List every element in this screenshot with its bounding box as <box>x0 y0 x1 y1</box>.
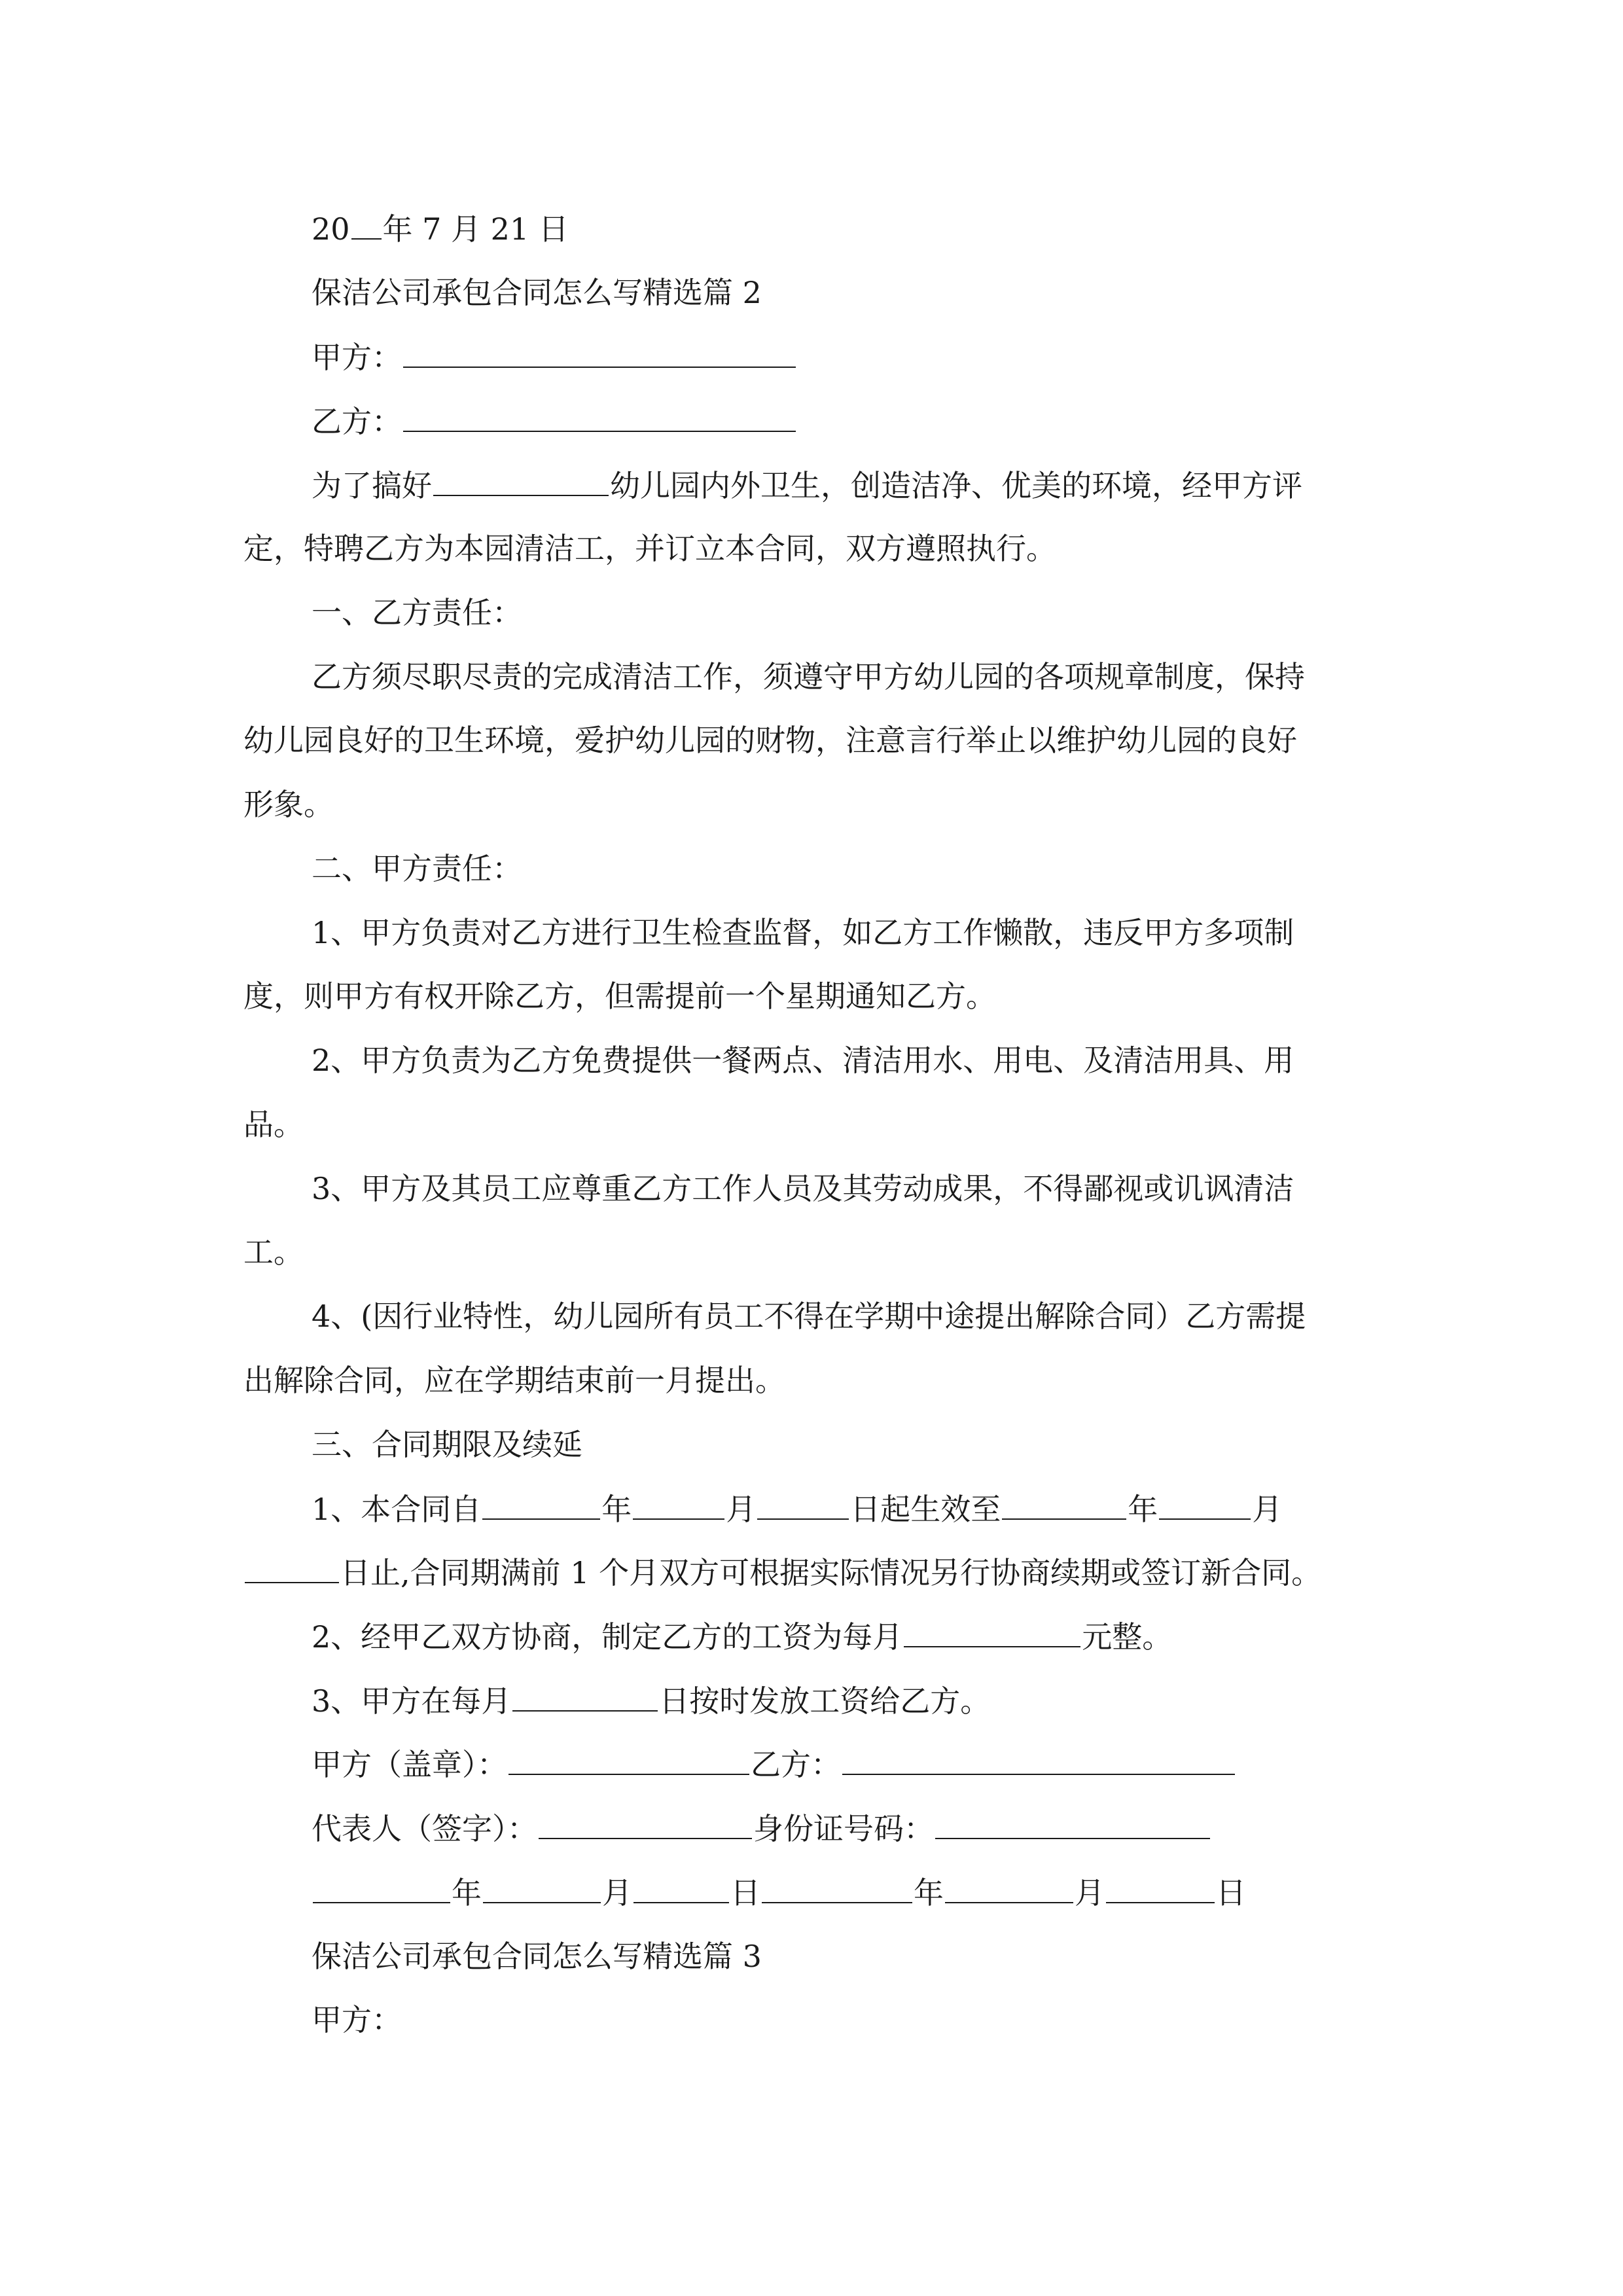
sign-year-label-a: 年 <box>452 1875 482 1910</box>
party-a-seal-blank <box>508 1741 749 1775</box>
salary-line <box>312 1613 1172 1659</box>
end-year-blank <box>1002 1486 1126 1520</box>
term-year-label: 年 <box>601 1492 632 1527</box>
term-prefix: 1、本合同自 <box>312 1492 482 1527</box>
section3-title: 保洁公司承包合同怎么写精选篇 3 <box>312 1939 762 1974</box>
end-month-blank <box>1159 1486 1251 1520</box>
intro-part1: 为了搞好 <box>312 468 432 503</box>
heading-term: 三、合同期限及续延 <box>312 1427 582 1462</box>
kindergarten-blank <box>433 462 609 496</box>
sign-party-b-blank <box>842 1741 1235 1775</box>
intro-part2: 幼儿园内外卫生，创造洁净、优美的环境，经甲方评 <box>610 468 1302 503</box>
sign-month-label-a: 月 <box>602 1875 632 1910</box>
duties-b-line3: 形象。 <box>243 787 334 822</box>
party-a-seal-label: 甲方（盖章）： <box>312 1747 507 1782</box>
term-year2-label: 年 <box>1128 1492 1158 1527</box>
item2-line2: 品。 <box>243 1107 304 1142</box>
date-year-prefix: 20 <box>312 211 350 247</box>
sign-line1 <box>312 1741 1236 1787</box>
salary-prefix: 2、经甲乙双方协商，制定乙方的工资为每月 <box>312 1619 903 1655</box>
payday-prefix: 3、甲方在每月 <box>312 1683 512 1719</box>
item3-line1: 3、甲方及其员工应尊重乙方工作人员及其劳动成果，不得鄙视或讥讽清洁 <box>312 1171 1294 1206</box>
id-number-label: 身份证号码： <box>753 1811 934 1846</box>
heading-party-a-duties: 二、甲方责任： <box>312 851 522 886</box>
sign-year-blank-a <box>313 1869 450 1903</box>
salary-suffix: 元整。 <box>1082 1619 1173 1655</box>
term-day-label: 日起生效至 <box>850 1492 1001 1527</box>
term-month2-label: 月 <box>1252 1492 1283 1527</box>
item1-line1: 1、甲方负责对乙方进行卫生检查监督，如乙方工作懒散，违反甲方多项制 <box>312 915 1294 950</box>
party-a-line <box>312 334 797 380</box>
representative-label: 代表人（签字）： <box>312 1811 537 1846</box>
item1-line2: 度，则甲方有权开除乙方，但需提前一个星期通知乙方。 <box>243 978 996 1014</box>
year-blank <box>351 206 382 240</box>
payday-suffix: 日按时发放工资给乙方。 <box>659 1683 991 1719</box>
sign-day-label-b: 日 <box>1216 1875 1246 1910</box>
item3-line2: 工。 <box>243 1234 304 1270</box>
id-number-blank <box>935 1805 1210 1839</box>
salary-blank <box>904 1613 1080 1647</box>
payday-line <box>312 1677 990 1723</box>
sign-day-blank-a <box>633 1869 729 1903</box>
duties-b-line1: 乙方须尽职尽责的完成清洁工作，须遵守甲方幼儿园的各项规章制度，保持 <box>312 659 1305 694</box>
party-b-line <box>312 398 797 444</box>
start-month-blank <box>633 1486 724 1520</box>
sign-day-label-a: 日 <box>730 1875 760 1910</box>
duties-b-line2: 幼儿园良好的卫生环境，爱护幼儿园的财物，注意言行举止以维护幼儿园的良好 <box>243 723 1297 758</box>
sign-party-b-label: 乙方： <box>751 1747 841 1782</box>
start-day-blank <box>757 1486 849 1520</box>
sign-date-line <box>312 1869 1246 1915</box>
party-b-label: 乙方： <box>312 404 402 439</box>
term-line1 <box>312 1486 1282 1532</box>
heading-party-b-duties: 一、乙方责任： <box>312 595 522 630</box>
item2-line1: 2、甲方负责为乙方免费提供一餐两点、清洁用水、用电、及清洁用具、用 <box>312 1043 1294 1078</box>
sign-month-label-b: 月 <box>1075 1875 1105 1910</box>
item4-line1: 4、(因行业特性，幼儿园所有员工不得在学期中途提出解除合同）乙方需提 <box>312 1299 1306 1334</box>
party-a-blank <box>403 334 796 368</box>
sign-year-label-b: 年 <box>914 1875 944 1910</box>
sign-month-blank-a <box>483 1869 601 1903</box>
section2-title: 保洁公司承包合同怎么写精选篇 2 <box>312 275 762 310</box>
party-a-label: 甲方： <box>312 340 402 375</box>
sign-line2 <box>312 1805 1211 1851</box>
end-day-blank <box>245 1549 339 1583</box>
intro-line2: 定，特聘乙方为本园清洁工，并订立本合同，双方遵照执行。 <box>243 531 1056 566</box>
start-year-blank <box>482 1486 600 1520</box>
sign-year-blank-b <box>762 1869 912 1903</box>
section3-party-a: 甲方： <box>312 2002 402 2037</box>
intro-line1 <box>312 462 1302 508</box>
item4-line2: 出解除合同，应在学期结束前一月提出。 <box>243 1363 785 1398</box>
sign-month-blank-b <box>945 1869 1073 1903</box>
date-line <box>312 206 569 251</box>
date-rest: 年 7 月 21 日 <box>382 211 569 247</box>
representative-blank <box>539 1805 752 1839</box>
sign-day-blank-b <box>1106 1869 1215 1903</box>
payday-blank <box>512 1677 658 1712</box>
party-b-blank <box>403 398 796 432</box>
term-month-label: 月 <box>726 1492 757 1527</box>
term-line2-text: 日止,合同期满前 1 个月双方可根据实际情况另行协商续期或签订新合同。 <box>340 1555 1322 1590</box>
term-line2 <box>243 1549 1321 1595</box>
